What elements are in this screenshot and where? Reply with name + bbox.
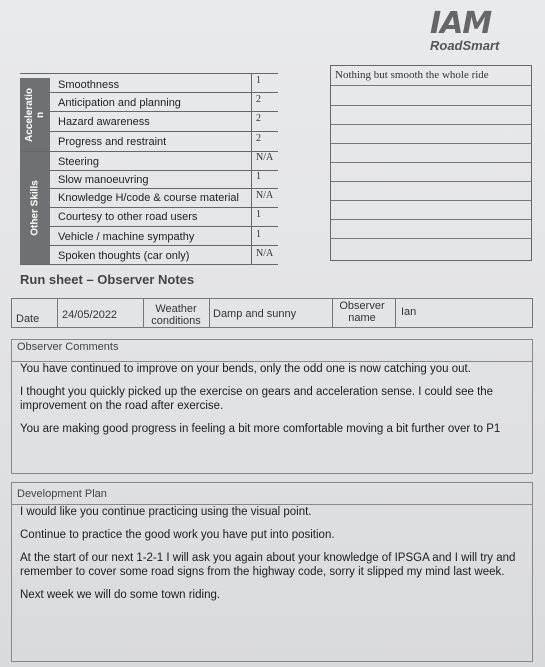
skill-score-smoothness: 1: [256, 75, 261, 86]
skill-label-vehicle-sympathy: Vehicle / machine sympathy: [58, 231, 195, 243]
skill-label-smoothness: Smoothness: [58, 79, 120, 91]
skill-score-knowledge-hcode: N/A: [256, 190, 274, 201]
skill-label-slow-manoeuvring: Slow manoeuvring: [58, 174, 149, 186]
skill-score-courtesy: 1: [256, 209, 261, 220]
notes-line-1-text: Nothing but smooth the whole ride: [335, 69, 489, 81]
skill-label-progress-restraint: Progress and restraint: [58, 136, 167, 148]
group-label-acceleration-text: Acceleratio n: [24, 87, 46, 142]
skill-score-slow-manoeuvring: 1: [256, 171, 261, 182]
development-plan-heading: Development Plan: [17, 488, 107, 500]
date-value: 24/05/2022: [62, 309, 118, 321]
observer-comments-heading: Observer Comments: [17, 341, 119, 353]
observer-comment-paragraph: You are making good progress in feeling a bit more comfortable moving a bit further over to P1: [20, 423, 501, 435]
development-plan-paragraph: I would like you continue practicing using the visual point.: [20, 506, 312, 518]
skill-label-anticipation: Anticipation and planning: [58, 97, 181, 109]
date-label: Date: [16, 313, 40, 325]
group-label-other-skills-text: Other Skills: [29, 180, 41, 236]
skill-label-spoken-thoughts: Spoken thoughts (car only): [58, 250, 190, 262]
skill-label-knowledge-hcode: Knowledge H/code & course material: [58, 192, 239, 204]
skill-label-courtesy: Courtesy to other road users: [58, 211, 198, 223]
skill-score-vehicle-sympathy: 1: [256, 229, 261, 240]
group-label-acceleration: [20, 78, 50, 151]
development-plan-paragraph: Next week we will do some town riding.: [20, 589, 221, 601]
development-plan-paragraph: Continue to practice the good work you have put into position.: [20, 529, 335, 541]
skill-notes-box: [330, 65, 532, 261]
weather-value: Damp and sunny: [213, 308, 297, 320]
observer-comments-box: [11, 339, 533, 474]
skill-score-anticipation: 2: [256, 94, 261, 105]
run-sheet-title: Run sheet – Observer Notes: [20, 272, 195, 287]
skill-score-spoken-thoughts: N/A: [256, 248, 274, 259]
run-sheet-info-row: [11, 298, 533, 328]
skill-score-progress-restraint: 2: [256, 133, 261, 144]
iam-roadsmart-logo: [430, 8, 530, 60]
observer-comment-paragraph: I thought you quickly picked up the exercise on gears and acceleration sense. I could see the improvement on the road after exercise.: [20, 386, 494, 412]
development-plan-body: [20, 505, 526, 611]
observer-comment-paragraph: You have continued to improve on your bends, only the odd one is now catching you out.: [20, 363, 471, 375]
observer-label: Observer name: [339, 300, 385, 324]
weather-label: Weather conditions: [151, 303, 201, 327]
development-plan-box: [11, 482, 533, 662]
observer-comments-body: [20, 362, 526, 445]
skill-score-hazard-awareness: 2: [256, 113, 261, 124]
observer-value: Ian: [401, 306, 417, 318]
logo-subtitle: RoadSmart: [430, 38, 500, 53]
skill-label-steering: Steering: [58, 156, 99, 168]
group-label-other-skills: [20, 152, 50, 264]
skill-label-hazard-awareness: Hazard awareness: [58, 116, 150, 128]
logo-mark: IAM: [430, 6, 492, 41]
skill-score-steering: N/A: [256, 152, 274, 163]
development-plan-paragraph: At the start of our next 1-2-1 I will ask you again about your knowledge of IPSGA and I will try and remember to cover some road signs from the highway code, sorry it slipped my mind last week.: [20, 552, 516, 578]
